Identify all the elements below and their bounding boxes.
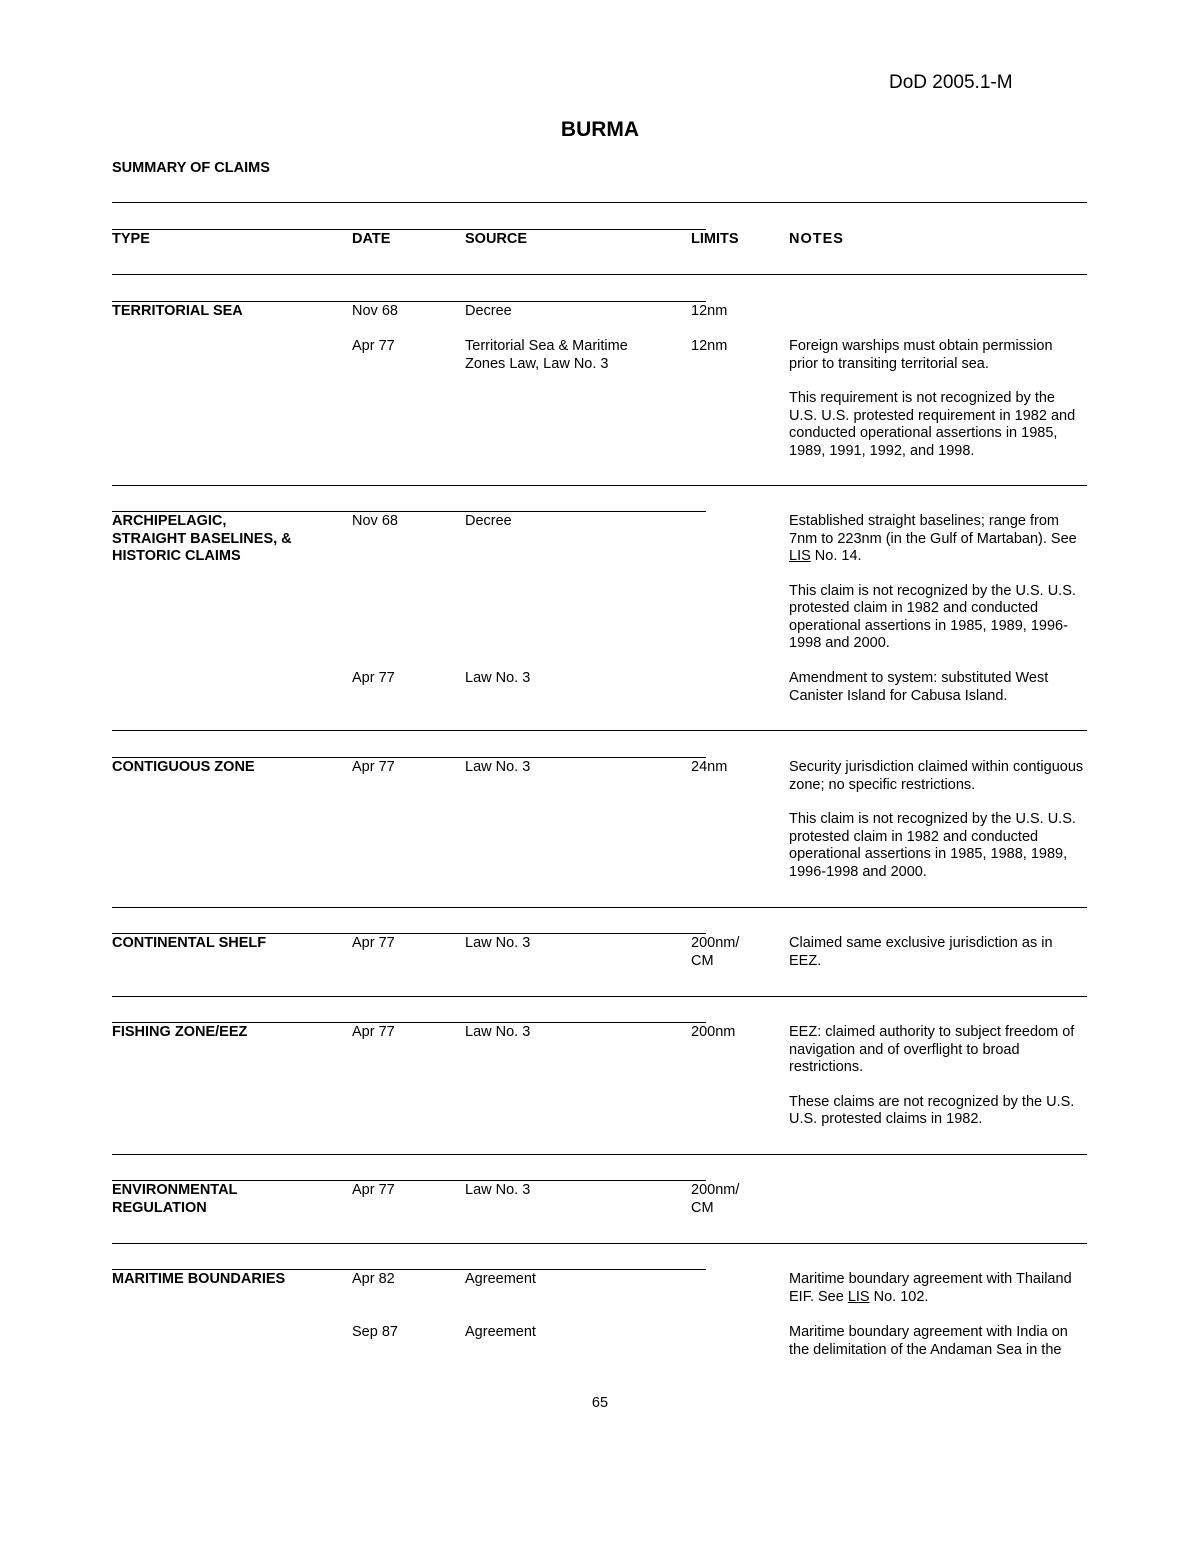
column-header-limits: LIMITS xyxy=(691,231,739,247)
notes-cell xyxy=(789,338,1085,477)
divider xyxy=(112,907,1087,908)
notes-cell xyxy=(789,1271,1085,1306)
source-cell: Law No. 3 xyxy=(465,1182,531,1198)
limits-line: CM xyxy=(691,1199,714,1216)
divider xyxy=(112,229,706,230)
divider xyxy=(112,1154,1087,1155)
divider xyxy=(112,1243,1087,1244)
limits-line: 200nm/ xyxy=(691,935,740,951)
limits-cell xyxy=(691,935,739,970)
type-territorial-sea: TERRITORIAL SEA xyxy=(112,303,243,319)
note-text: Maritime boundary agreement with Thailand EIF. See xyxy=(789,1271,1072,1305)
lis-reference: LIS xyxy=(789,548,811,564)
note-paragraph: EEZ: claimed authority to subject freedom of navigation and of overflight to broad restrictions. xyxy=(789,1024,1075,1075)
note-paragraph: This claim is not recognized by the U.S. U.S. protested claim in 1982 and conducted operational assertions in 1985, 1988, 1989, 1996-1998 and 2000. xyxy=(789,811,1076,880)
type-line: ARCHIPELAGIC, xyxy=(112,513,227,529)
source-cell: Law No. 3 xyxy=(465,1024,531,1040)
note-text: No. 102. xyxy=(869,1288,929,1305)
divider xyxy=(112,202,1087,203)
notes-cell xyxy=(789,513,1085,670)
type-line: ENVIRONMENTAL xyxy=(112,1182,238,1198)
divider xyxy=(112,511,706,512)
notes-cell xyxy=(789,1024,1085,1146)
divider xyxy=(112,730,1087,731)
column-header-source: SOURCE xyxy=(465,231,528,247)
divider xyxy=(112,301,706,302)
source-cell: Decree xyxy=(465,513,512,529)
divider xyxy=(112,1022,706,1023)
date-cell: Nov 68 xyxy=(352,303,398,319)
divider xyxy=(112,274,1087,275)
column-header-date: DATE xyxy=(352,231,391,247)
limits-cell: 200nm xyxy=(691,1024,736,1040)
date-cell: Apr 77 xyxy=(352,1182,395,1198)
divider xyxy=(112,757,706,758)
type-environmental xyxy=(112,1182,237,1217)
source-cell: Law No. 3 xyxy=(465,670,531,686)
source-cell: Agreement xyxy=(465,1324,536,1340)
notes-cell: Amendment to system: substituted West Canister Island for Cabusa Island. xyxy=(789,670,1049,704)
limits-cell xyxy=(691,1182,739,1217)
limits-cell: 12nm xyxy=(691,338,728,354)
type-line: REGULATION xyxy=(112,1199,207,1216)
source-cell: Decree xyxy=(465,303,512,319)
page-number: 65 xyxy=(591,1395,609,1411)
note-text: Established straight baselines; range from 7nm to 223nm (in the Gulf of Martaban). See xyxy=(789,513,1077,547)
date-cell: Apr 77 xyxy=(352,759,395,775)
note-paragraph: Security jurisdiction claimed within contiguous zone; no specific restrictions. xyxy=(789,759,1084,793)
type-line: STRAIGHT BASELINES, & xyxy=(112,530,292,547)
column-header-type: TYPE xyxy=(112,231,150,247)
date-cell: Apr 77 xyxy=(352,338,395,354)
date-cell: Apr 77 xyxy=(352,935,395,951)
source-cell: Law No. 3 xyxy=(465,935,531,951)
note-paragraph xyxy=(789,513,1085,566)
date-cell: Sep 87 xyxy=(352,1324,398,1340)
date-cell: Nov 68 xyxy=(352,513,398,529)
limits-cell: 12nm xyxy=(691,303,728,319)
limits-cell: 24nm xyxy=(691,759,728,775)
page-subtitle: SUMMARY OF CLAIMS xyxy=(112,160,270,176)
note-text: No. 14. xyxy=(810,548,862,564)
type-maritime-boundaries: MARITIME BOUNDARIES xyxy=(112,1271,286,1287)
divider xyxy=(112,485,1087,486)
source-cell: Law No. 3 xyxy=(465,759,531,775)
type-continental-shelf: CONTINENTAL SHELF xyxy=(112,935,267,951)
notes-cell xyxy=(789,759,1085,898)
limits-line: 200nm/ xyxy=(691,1182,740,1198)
note-paragraph: Foreign warships must obtain permission prior to transiting territorial sea. xyxy=(789,338,1053,372)
source-cell: Territorial Sea & Maritime Zones Law, Law No. 3 xyxy=(465,338,628,372)
date-cell: Apr 82 xyxy=(352,1271,395,1287)
divider xyxy=(112,933,706,934)
note-paragraph: These claims are not recognized by the U.S. U.S. protested claims in 1982. xyxy=(789,1093,1075,1127)
document-id: DoD 2005.1-M xyxy=(889,72,1013,93)
note-paragraph: This requirement is not recognized by the U.S. U.S. protested requirement in 1982 and conducted operational assertions in 1985, 1989, 1991, 1992, and 1998. xyxy=(789,390,1076,459)
divider xyxy=(112,1269,706,1270)
lis-reference: LIS xyxy=(847,1288,870,1305)
source-cell: Agreement xyxy=(465,1271,536,1287)
type-contiguous-zone: CONTIGUOUS ZONE xyxy=(112,759,255,775)
type-line: HISTORIC CLAIMS xyxy=(112,548,241,564)
note-paragraph: This claim is not recognized by the U.S. U.S. protested claim in 1982 and conducted operational assertions in 1985, 1989, 1996-1998 and 2000. xyxy=(789,582,1076,651)
limits-line: CM xyxy=(691,952,714,969)
column-header-notes: NOTES xyxy=(789,231,844,247)
notes-cell: Maritime boundary agreement with India on the delimitation of the Andaman Sea in the xyxy=(789,1324,1068,1358)
page-title: BURMA xyxy=(560,118,640,141)
notes-cell: Claimed same exclusive jurisdiction as in EEZ. xyxy=(789,935,1053,969)
divider xyxy=(112,996,1087,997)
date-cell: Apr 77 xyxy=(352,670,395,686)
date-cell: Apr 77 xyxy=(352,1024,395,1040)
type-fishing-zone: FISHING ZONE/EEZ xyxy=(112,1024,248,1040)
type-archipelagic xyxy=(112,513,292,566)
divider xyxy=(112,1180,706,1181)
